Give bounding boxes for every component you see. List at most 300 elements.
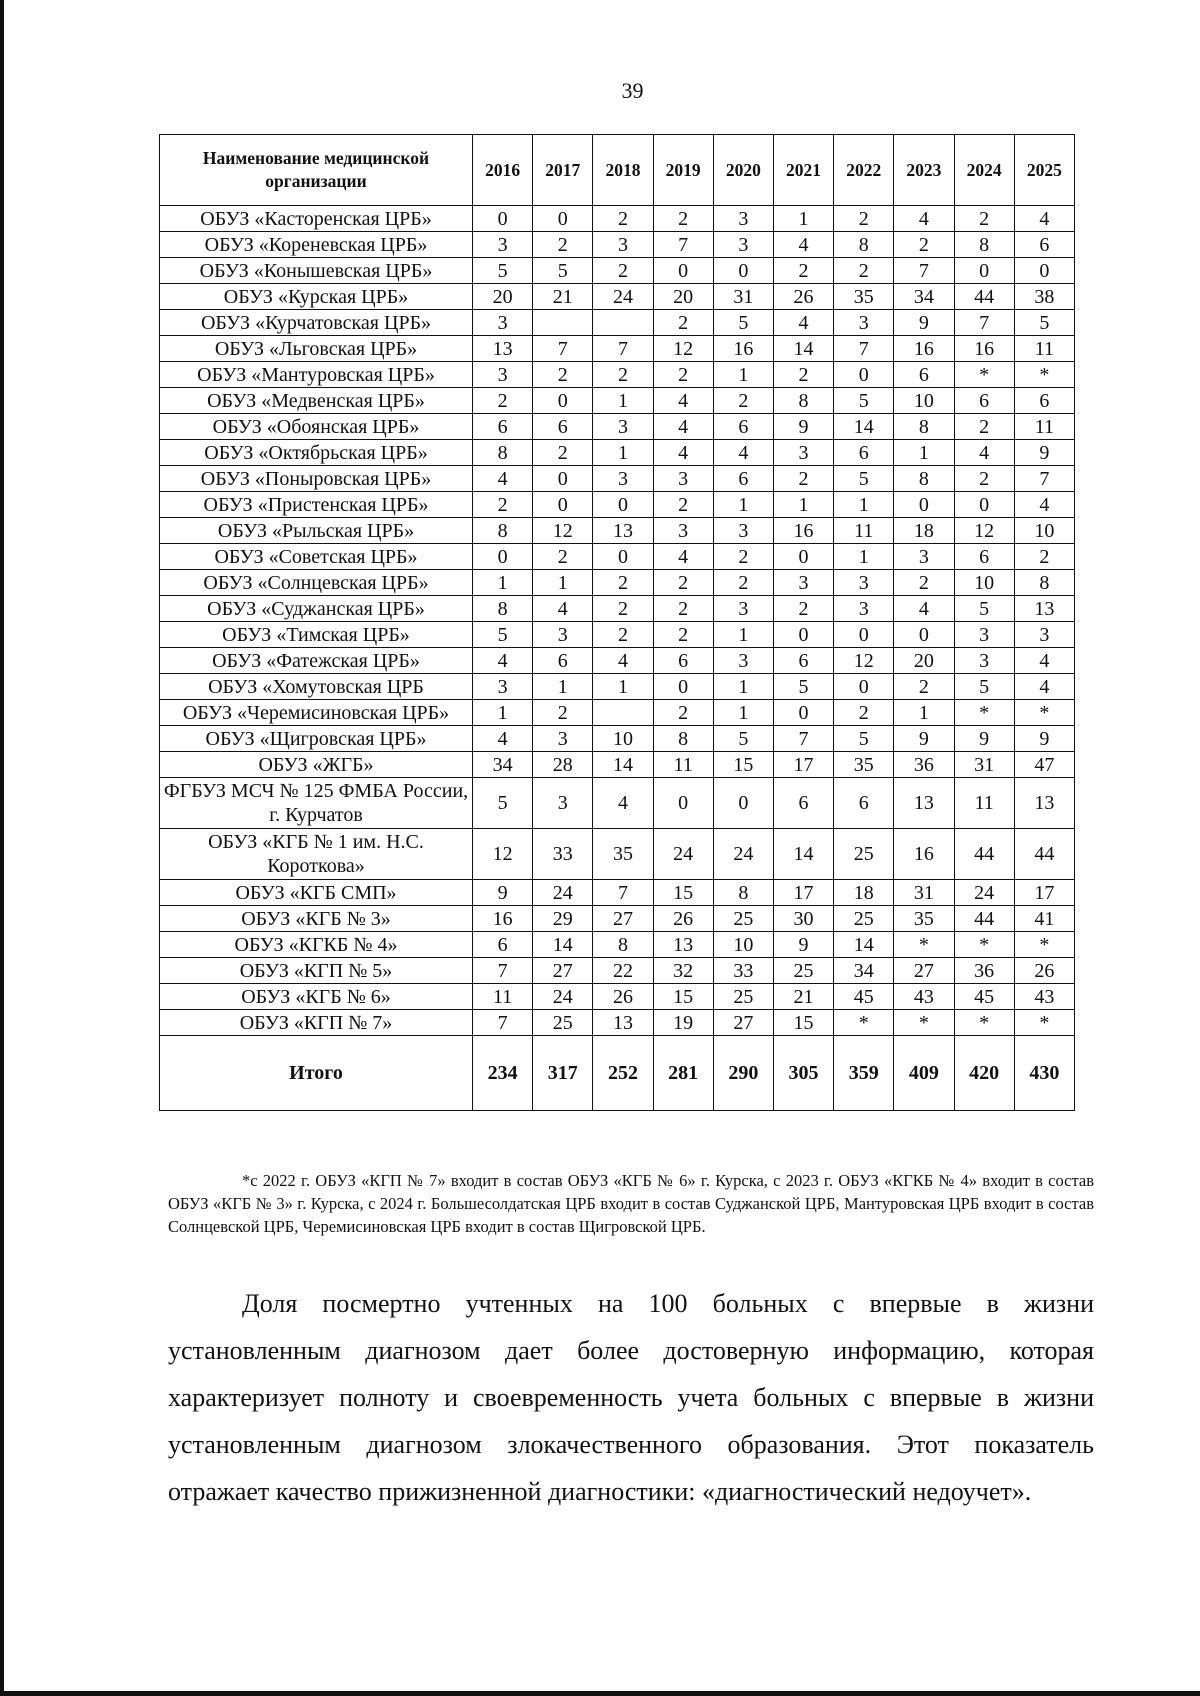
value-cell: 4 — [593, 648, 653, 674]
value-cell: 2 — [593, 596, 653, 622]
total-label-cell: Итого — [160, 1036, 473, 1111]
organization-name-cell: ОБУЗ «КГБ № 1 им. Н.С. Короткова» — [160, 829, 473, 880]
value-cell: 1 — [533, 674, 593, 700]
header-year: 2017 — [533, 135, 593, 206]
value-cell: 12 — [533, 518, 593, 544]
value-cell: 1 — [593, 440, 653, 466]
table-row — [160, 414, 1075, 440]
statistics-table — [159, 134, 1075, 1111]
value-cell: 2 — [1014, 544, 1074, 570]
total-value-cell: 290 — [713, 1036, 773, 1111]
value-cell: 24 — [653, 829, 713, 880]
organization-name-cell: ОБУЗ «КГП № 5» — [160, 958, 473, 984]
table-row — [160, 544, 1075, 570]
value-cell: 3 — [473, 232, 533, 258]
value-cell: 2 — [773, 466, 833, 492]
value-cell: 10 — [593, 726, 653, 752]
value-cell: 5 — [834, 466, 894, 492]
value-cell: 3 — [713, 648, 773, 674]
value-cell: 11 — [473, 984, 533, 1010]
value-cell: 2 — [593, 622, 653, 648]
total-value-cell: 359 — [834, 1036, 894, 1111]
header-year: 2024 — [954, 135, 1014, 206]
value-cell: 15 — [773, 1010, 833, 1036]
value-cell: 18 — [834, 880, 894, 906]
organization-name-cell: ОБУЗ «Октябрьская ЦРБ» — [160, 440, 473, 466]
value-cell: 0 — [894, 622, 954, 648]
table-row — [160, 829, 1075, 880]
value-cell: 8 — [473, 440, 533, 466]
value-cell: 3 — [473, 674, 533, 700]
header-organization-name: Наименование медицинской организации — [160, 135, 473, 206]
total-value-cell: 430 — [1014, 1036, 1074, 1111]
value-cell: 9 — [773, 414, 833, 440]
value-cell: 16 — [713, 336, 773, 362]
value-cell: 3 — [954, 622, 1014, 648]
value-cell: 0 — [473, 206, 533, 232]
organization-name-cell: ОБУЗ «КГП № 7» — [160, 1010, 473, 1036]
value-cell — [593, 310, 653, 336]
value-cell: 7 — [473, 958, 533, 984]
value-cell: 1 — [713, 674, 773, 700]
table-footnote: *с 2022 г. ОБУЗ «КГП № 7» входит в состав ОБУЗ «КГБ № 6» г. Курска, с 2023 г. ОБУЗ «КГКБ № 4» входит в состав ОБУЗ «КГБ № 3» г. Курска, с 2024 г. Большесолдатская ЦРБ входит в состав Суджанской ЦРБ, Мантуровская ЦРБ входит в состав Солнцевской ЦРБ, Черемисиновская ЦРБ входит в состав Щигровской ЦРБ. — [168, 1171, 1094, 1236]
organization-name-cell: ОБУЗ «КГБ № 6» — [160, 984, 473, 1010]
header-year: 2016 — [473, 135, 533, 206]
table-row — [160, 310, 1075, 336]
table-header — [160, 135, 1075, 206]
value-cell: 44 — [954, 284, 1014, 310]
value-cell: 6 — [653, 648, 713, 674]
value-cell: 5 — [473, 778, 533, 829]
value-cell: 4 — [894, 206, 954, 232]
value-cell: 1 — [894, 440, 954, 466]
value-cell: 8 — [713, 880, 773, 906]
value-cell: 0 — [773, 700, 833, 726]
value-cell: 25 — [834, 906, 894, 932]
value-cell: 1 — [773, 492, 833, 518]
value-cell: 1 — [473, 570, 533, 596]
value-cell: 7 — [533, 336, 593, 362]
value-cell: 21 — [773, 984, 833, 1010]
value-cell: 11 — [834, 518, 894, 544]
value-cell: 6 — [713, 466, 773, 492]
value-cell: 11 — [1014, 414, 1074, 440]
value-cell: 35 — [834, 752, 894, 778]
value-cell: 0 — [834, 674, 894, 700]
table-row — [160, 778, 1075, 829]
value-cell: 1 — [894, 700, 954, 726]
value-cell: 7 — [1014, 466, 1074, 492]
value-cell: 3 — [533, 622, 593, 648]
value-cell: 1 — [713, 700, 773, 726]
value-cell: 1 — [533, 570, 593, 596]
table-row — [160, 674, 1075, 700]
value-cell: 2 — [894, 674, 954, 700]
value-cell: 15 — [653, 880, 713, 906]
value-cell: * — [954, 700, 1014, 726]
value-cell: * — [1014, 700, 1074, 726]
organization-name-cell: ОБУЗ «Суджанская ЦРБ» — [160, 596, 473, 622]
value-cell: 25 — [713, 984, 773, 1010]
value-cell: 17 — [773, 752, 833, 778]
value-cell: 6 — [834, 778, 894, 829]
value-cell: 0 — [894, 492, 954, 518]
value-cell: 20 — [473, 284, 533, 310]
value-cell: 3 — [593, 414, 653, 440]
value-cell: 9 — [894, 726, 954, 752]
value-cell: 8 — [473, 518, 533, 544]
total-value-cell: 305 — [773, 1036, 833, 1111]
value-cell: * — [1014, 1010, 1074, 1036]
value-cell: 2 — [593, 362, 653, 388]
organization-name-cell: ОБУЗ «Советская ЦРБ» — [160, 544, 473, 570]
value-cell: 2 — [653, 596, 713, 622]
value-cell: 3 — [713, 596, 773, 622]
value-cell: 7 — [593, 336, 653, 362]
value-cell: 13 — [593, 1010, 653, 1036]
organization-name-cell: ОБУЗ «Мантуровская ЦРБ» — [160, 362, 473, 388]
value-cell: 5 — [713, 310, 773, 336]
organization-name-cell: ОБУЗ «Фатежская ЦРБ» — [160, 648, 473, 674]
value-cell: * — [1014, 932, 1074, 958]
total-value-cell: 252 — [593, 1036, 653, 1111]
table-row — [160, 726, 1075, 752]
value-cell: * — [894, 932, 954, 958]
value-cell: 3 — [894, 544, 954, 570]
table-row — [160, 932, 1075, 958]
scan-bottom-edge — [0, 1691, 1200, 1696]
value-cell: 16 — [894, 829, 954, 880]
table-row — [160, 362, 1075, 388]
value-cell: 2 — [954, 206, 1014, 232]
total-value-cell: 317 — [533, 1036, 593, 1111]
organization-name-cell: ОБУЗ «Хомутовская ЦРБ — [160, 674, 473, 700]
value-cell: 25 — [713, 906, 773, 932]
value-cell: 14 — [773, 336, 833, 362]
value-cell: 44 — [954, 829, 1014, 880]
value-cell: 32 — [653, 958, 713, 984]
value-cell: 2 — [834, 700, 894, 726]
value-cell: 10 — [713, 932, 773, 958]
value-cell: 0 — [653, 258, 713, 284]
value-cell: 2 — [593, 570, 653, 596]
value-cell: 3 — [713, 206, 773, 232]
value-cell: 4 — [1014, 206, 1074, 232]
value-cell: 0 — [1014, 258, 1074, 284]
value-cell: 6 — [473, 414, 533, 440]
value-cell: 0 — [773, 544, 833, 570]
value-cell: 5 — [834, 388, 894, 414]
value-cell: 8 — [593, 932, 653, 958]
value-cell: 2 — [593, 206, 653, 232]
value-cell: 0 — [713, 258, 773, 284]
value-cell: 6 — [954, 544, 1014, 570]
value-cell: 34 — [473, 752, 533, 778]
value-cell: 1 — [834, 492, 894, 518]
organization-name-cell: ОБУЗ «Солнцевская ЦРБ» — [160, 570, 473, 596]
value-cell: 0 — [593, 544, 653, 570]
organization-name-cell: ОБУЗ «Касторенская ЦРБ» — [160, 206, 473, 232]
value-cell: 1 — [473, 700, 533, 726]
organization-name-cell: ОБУЗ «Обоянская ЦРБ» — [160, 414, 473, 440]
value-cell: * — [1014, 362, 1074, 388]
value-cell: 12 — [653, 336, 713, 362]
value-cell — [533, 310, 593, 336]
value-cell: 25 — [533, 1010, 593, 1036]
organization-name-cell: ОБУЗ «ЖГБ» — [160, 752, 473, 778]
value-cell: 7 — [473, 1010, 533, 1036]
value-cell: 5 — [773, 674, 833, 700]
value-cell: 6 — [1014, 388, 1074, 414]
value-cell: 8 — [1014, 570, 1074, 596]
value-cell: 2 — [533, 232, 593, 258]
body-paragraph: Доля посмертно учтенных на 100 больных с впервые в жизни установленным диагнозом дает более достоверную информацию, которая характеризует полноту и своевременность учета больных с впервые в жизни установленным диагнозом злокачественного образования. Этот показатель отражает качество прижизненной диагностики: «диагностический недоучет». — [168, 1289, 1094, 1506]
value-cell: 5 — [1014, 310, 1074, 336]
header-year: 2018 — [593, 135, 653, 206]
value-cell: 26 — [593, 984, 653, 1010]
value-cell: * — [954, 1010, 1014, 1036]
table-row — [160, 518, 1075, 544]
value-cell: 8 — [473, 596, 533, 622]
value-cell: 4 — [1014, 492, 1074, 518]
value-cell: 38 — [1014, 284, 1074, 310]
value-cell: 8 — [834, 232, 894, 258]
value-cell: 20 — [653, 284, 713, 310]
value-cell: 4 — [653, 414, 713, 440]
value-cell: 14 — [834, 932, 894, 958]
value-cell: 4 — [894, 596, 954, 622]
value-cell: * — [954, 362, 1014, 388]
value-cell: 5 — [834, 726, 894, 752]
value-cell: 16 — [473, 906, 533, 932]
value-cell: 10 — [894, 388, 954, 414]
value-cell: 36 — [954, 958, 1014, 984]
value-cell: 4 — [473, 648, 533, 674]
value-cell: 35 — [894, 906, 954, 932]
value-cell: 2 — [713, 544, 773, 570]
value-cell: 31 — [894, 880, 954, 906]
value-cell: 6 — [834, 440, 894, 466]
value-cell: 0 — [533, 206, 593, 232]
value-cell: 1 — [593, 388, 653, 414]
value-cell: 6 — [713, 414, 773, 440]
organization-name-cell: ОБУЗ «Пристенская ЦРБ» — [160, 492, 473, 518]
value-cell: 3 — [473, 310, 533, 336]
value-cell: 9 — [473, 880, 533, 906]
value-cell: 13 — [653, 932, 713, 958]
value-cell: 3 — [834, 596, 894, 622]
value-cell: 6 — [473, 932, 533, 958]
value-cell: 8 — [894, 414, 954, 440]
value-cell: 2 — [653, 622, 713, 648]
value-cell: 26 — [653, 906, 713, 932]
header-year: 2022 — [834, 135, 894, 206]
value-cell: 2 — [653, 310, 713, 336]
value-cell — [593, 700, 653, 726]
value-cell: 25 — [773, 958, 833, 984]
value-cell: 7 — [954, 310, 1014, 336]
value-cell: 43 — [1014, 984, 1074, 1010]
value-cell: 26 — [1014, 958, 1074, 984]
value-cell: 15 — [713, 752, 773, 778]
total-row — [160, 1036, 1075, 1111]
value-cell: 22 — [593, 958, 653, 984]
table-row — [160, 258, 1075, 284]
value-cell: 19 — [653, 1010, 713, 1036]
value-cell: 27 — [713, 1010, 773, 1036]
value-cell: 4 — [653, 440, 713, 466]
value-cell: 17 — [1014, 880, 1074, 906]
table-row — [160, 648, 1075, 674]
value-cell: 14 — [773, 829, 833, 880]
value-cell: 47 — [1014, 752, 1074, 778]
value-cell: 4 — [954, 440, 1014, 466]
value-cell: 5 — [954, 596, 1014, 622]
organization-name-cell: ОБУЗ «Рыльская ЦРБ» — [160, 518, 473, 544]
value-cell: 5 — [954, 674, 1014, 700]
value-cell: 2 — [653, 206, 713, 232]
value-cell: 2 — [473, 492, 533, 518]
value-cell: 3 — [533, 778, 593, 829]
value-cell: 16 — [894, 336, 954, 362]
value-cell: 20 — [894, 648, 954, 674]
organization-name-cell: ОБУЗ «Черемисиновская ЦРБ» — [160, 700, 473, 726]
table-row — [160, 752, 1075, 778]
value-cell: 1 — [834, 544, 894, 570]
value-cell: 2 — [653, 570, 713, 596]
value-cell: 4 — [653, 388, 713, 414]
value-cell: 14 — [593, 752, 653, 778]
value-cell: 4 — [533, 596, 593, 622]
organization-name-cell: ОБУЗ «Конышевская ЦРБ» — [160, 258, 473, 284]
organization-name-cell: ОБУЗ «Тимская ЦРБ» — [160, 622, 473, 648]
value-cell: 6 — [533, 648, 593, 674]
table-row — [160, 440, 1075, 466]
value-cell: 24 — [593, 284, 653, 310]
value-cell: 6 — [954, 388, 1014, 414]
value-cell: 16 — [773, 518, 833, 544]
organization-name-cell: ОБУЗ «Курская ЦРБ» — [160, 284, 473, 310]
table-row — [160, 492, 1075, 518]
value-cell: 2 — [593, 258, 653, 284]
value-cell: 21 — [533, 284, 593, 310]
value-cell: 13 — [1014, 778, 1074, 829]
value-cell: 2 — [894, 570, 954, 596]
table-row — [160, 206, 1075, 232]
value-cell: 7 — [773, 726, 833, 752]
value-cell: 2 — [533, 362, 593, 388]
value-cell: 9 — [894, 310, 954, 336]
value-cell: 14 — [834, 414, 894, 440]
value-cell: 3 — [773, 440, 833, 466]
value-cell: 5 — [713, 726, 773, 752]
table-row — [160, 336, 1075, 362]
value-cell: 4 — [473, 726, 533, 752]
value-cell: 13 — [473, 336, 533, 362]
value-cell: 4 — [653, 544, 713, 570]
organization-name-cell: ОБУЗ «Льговская ЦРБ» — [160, 336, 473, 362]
table-row — [160, 958, 1075, 984]
value-cell: 3 — [773, 570, 833, 596]
table-body — [160, 206, 1075, 1111]
header-year: 2025 — [1014, 135, 1074, 206]
value-cell: 5 — [533, 258, 593, 284]
table-row — [160, 622, 1075, 648]
value-cell: 15 — [653, 984, 713, 1010]
value-cell: 44 — [954, 906, 1014, 932]
value-cell: 2 — [533, 440, 593, 466]
header-year: 2019 — [653, 135, 713, 206]
value-cell: 6 — [533, 414, 593, 440]
value-cell: 4 — [1014, 648, 1074, 674]
value-cell: * — [954, 932, 1014, 958]
table-row — [160, 466, 1075, 492]
value-cell: 3 — [713, 232, 773, 258]
value-cell: 2 — [713, 388, 773, 414]
value-cell: 0 — [954, 258, 1014, 284]
value-cell: 0 — [533, 388, 593, 414]
value-cell: 0 — [834, 362, 894, 388]
value-cell: 4 — [773, 232, 833, 258]
value-cell: 7 — [834, 336, 894, 362]
total-value-cell: 234 — [473, 1036, 533, 1111]
value-cell: 10 — [1014, 518, 1074, 544]
page-number: 39 — [621, 78, 644, 103]
value-cell: 3 — [593, 232, 653, 258]
value-cell: 9 — [954, 726, 1014, 752]
value-cell: 8 — [653, 726, 713, 752]
value-cell: 27 — [533, 958, 593, 984]
value-cell: 2 — [954, 466, 1014, 492]
value-cell: 3 — [713, 518, 773, 544]
value-cell: 2 — [834, 206, 894, 232]
header-year: 2021 — [773, 135, 833, 206]
value-cell: 24 — [954, 880, 1014, 906]
value-cell: 3 — [473, 362, 533, 388]
value-cell: 14 — [533, 932, 593, 958]
value-cell: 12 — [834, 648, 894, 674]
organization-name-cell: ОБУЗ «Медвенская ЦРБ» — [160, 388, 473, 414]
value-cell: 0 — [834, 622, 894, 648]
value-cell: 4 — [473, 466, 533, 492]
value-cell: 36 — [894, 752, 954, 778]
value-cell: 1 — [593, 674, 653, 700]
value-cell: 33 — [713, 958, 773, 984]
value-cell: 24 — [533, 984, 593, 1010]
value-cell: 2 — [653, 700, 713, 726]
value-cell: 28 — [533, 752, 593, 778]
value-cell: 6 — [773, 778, 833, 829]
value-cell: 31 — [713, 284, 773, 310]
value-cell: 3 — [954, 648, 1014, 674]
value-cell: 8 — [894, 466, 954, 492]
organization-name-cell: ОБУЗ «КГКБ № 4» — [160, 932, 473, 958]
value-cell: 0 — [773, 622, 833, 648]
value-cell: 43 — [894, 984, 954, 1010]
table-row — [160, 1010, 1075, 1036]
value-cell: 29 — [533, 906, 593, 932]
value-cell: 3 — [533, 726, 593, 752]
value-cell: 6 — [773, 648, 833, 674]
total-value-cell: 281 — [653, 1036, 713, 1111]
table-row — [160, 232, 1075, 258]
value-cell: 5 — [473, 258, 533, 284]
value-cell: 18 — [894, 518, 954, 544]
value-cell: 31 — [954, 752, 1014, 778]
organization-name-cell: ОБУЗ «Курчатовская ЦРБ» — [160, 310, 473, 336]
value-cell: 13 — [1014, 596, 1074, 622]
value-cell: 11 — [653, 752, 713, 778]
